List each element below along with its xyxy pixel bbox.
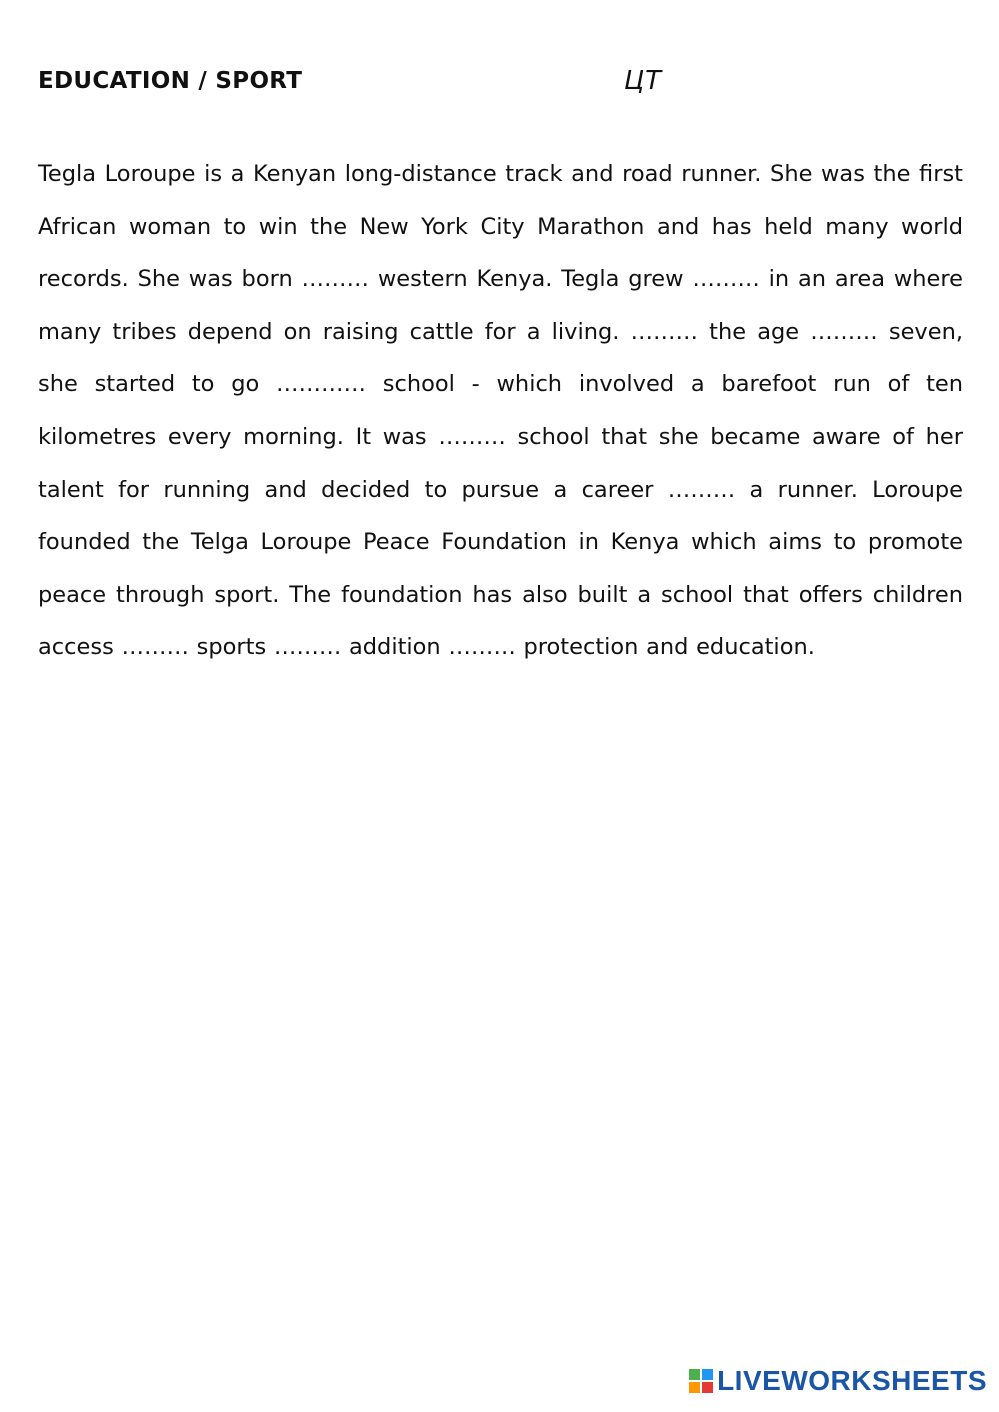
reading-passage: Tegla Loroupe is a Kenyan long-distance track and road runner. She was the first African woman to win the New York City Marathon and has held many world records. She was born ……… western Kenya. Tegla grew ……… in an area where many tribes depend on raising cattle for a living. ……… the age ……… seven, she started to go ………… school - which involved a barefoot run of ten kilometres every morning. It was ……… school that she became aware of her talent for running and decided to pursue a career ……… a runner. Loroupe founded the Telga Loroupe Peace Foundation in Kenya which aims to promote peace through sport. The foundation has also built a school that offers children access ……… sports ……… addition ……… protection and education. xyxy=(38,161,963,661)
brand-text: LIVEWORKSHEETS xyxy=(717,1365,987,1396)
page-header xyxy=(38,64,963,100)
worksheet-code: ЦТ xyxy=(624,66,663,96)
page-title: EDUCATION / SPORT xyxy=(38,68,303,94)
logo-cell xyxy=(689,1369,700,1380)
liveworksheets-logo-icon xyxy=(689,1369,713,1393)
logo-cell xyxy=(689,1382,700,1393)
logo-cell xyxy=(702,1369,713,1380)
logo-cell xyxy=(702,1382,713,1393)
liveworksheets-brand[interactable] xyxy=(689,1366,987,1396)
